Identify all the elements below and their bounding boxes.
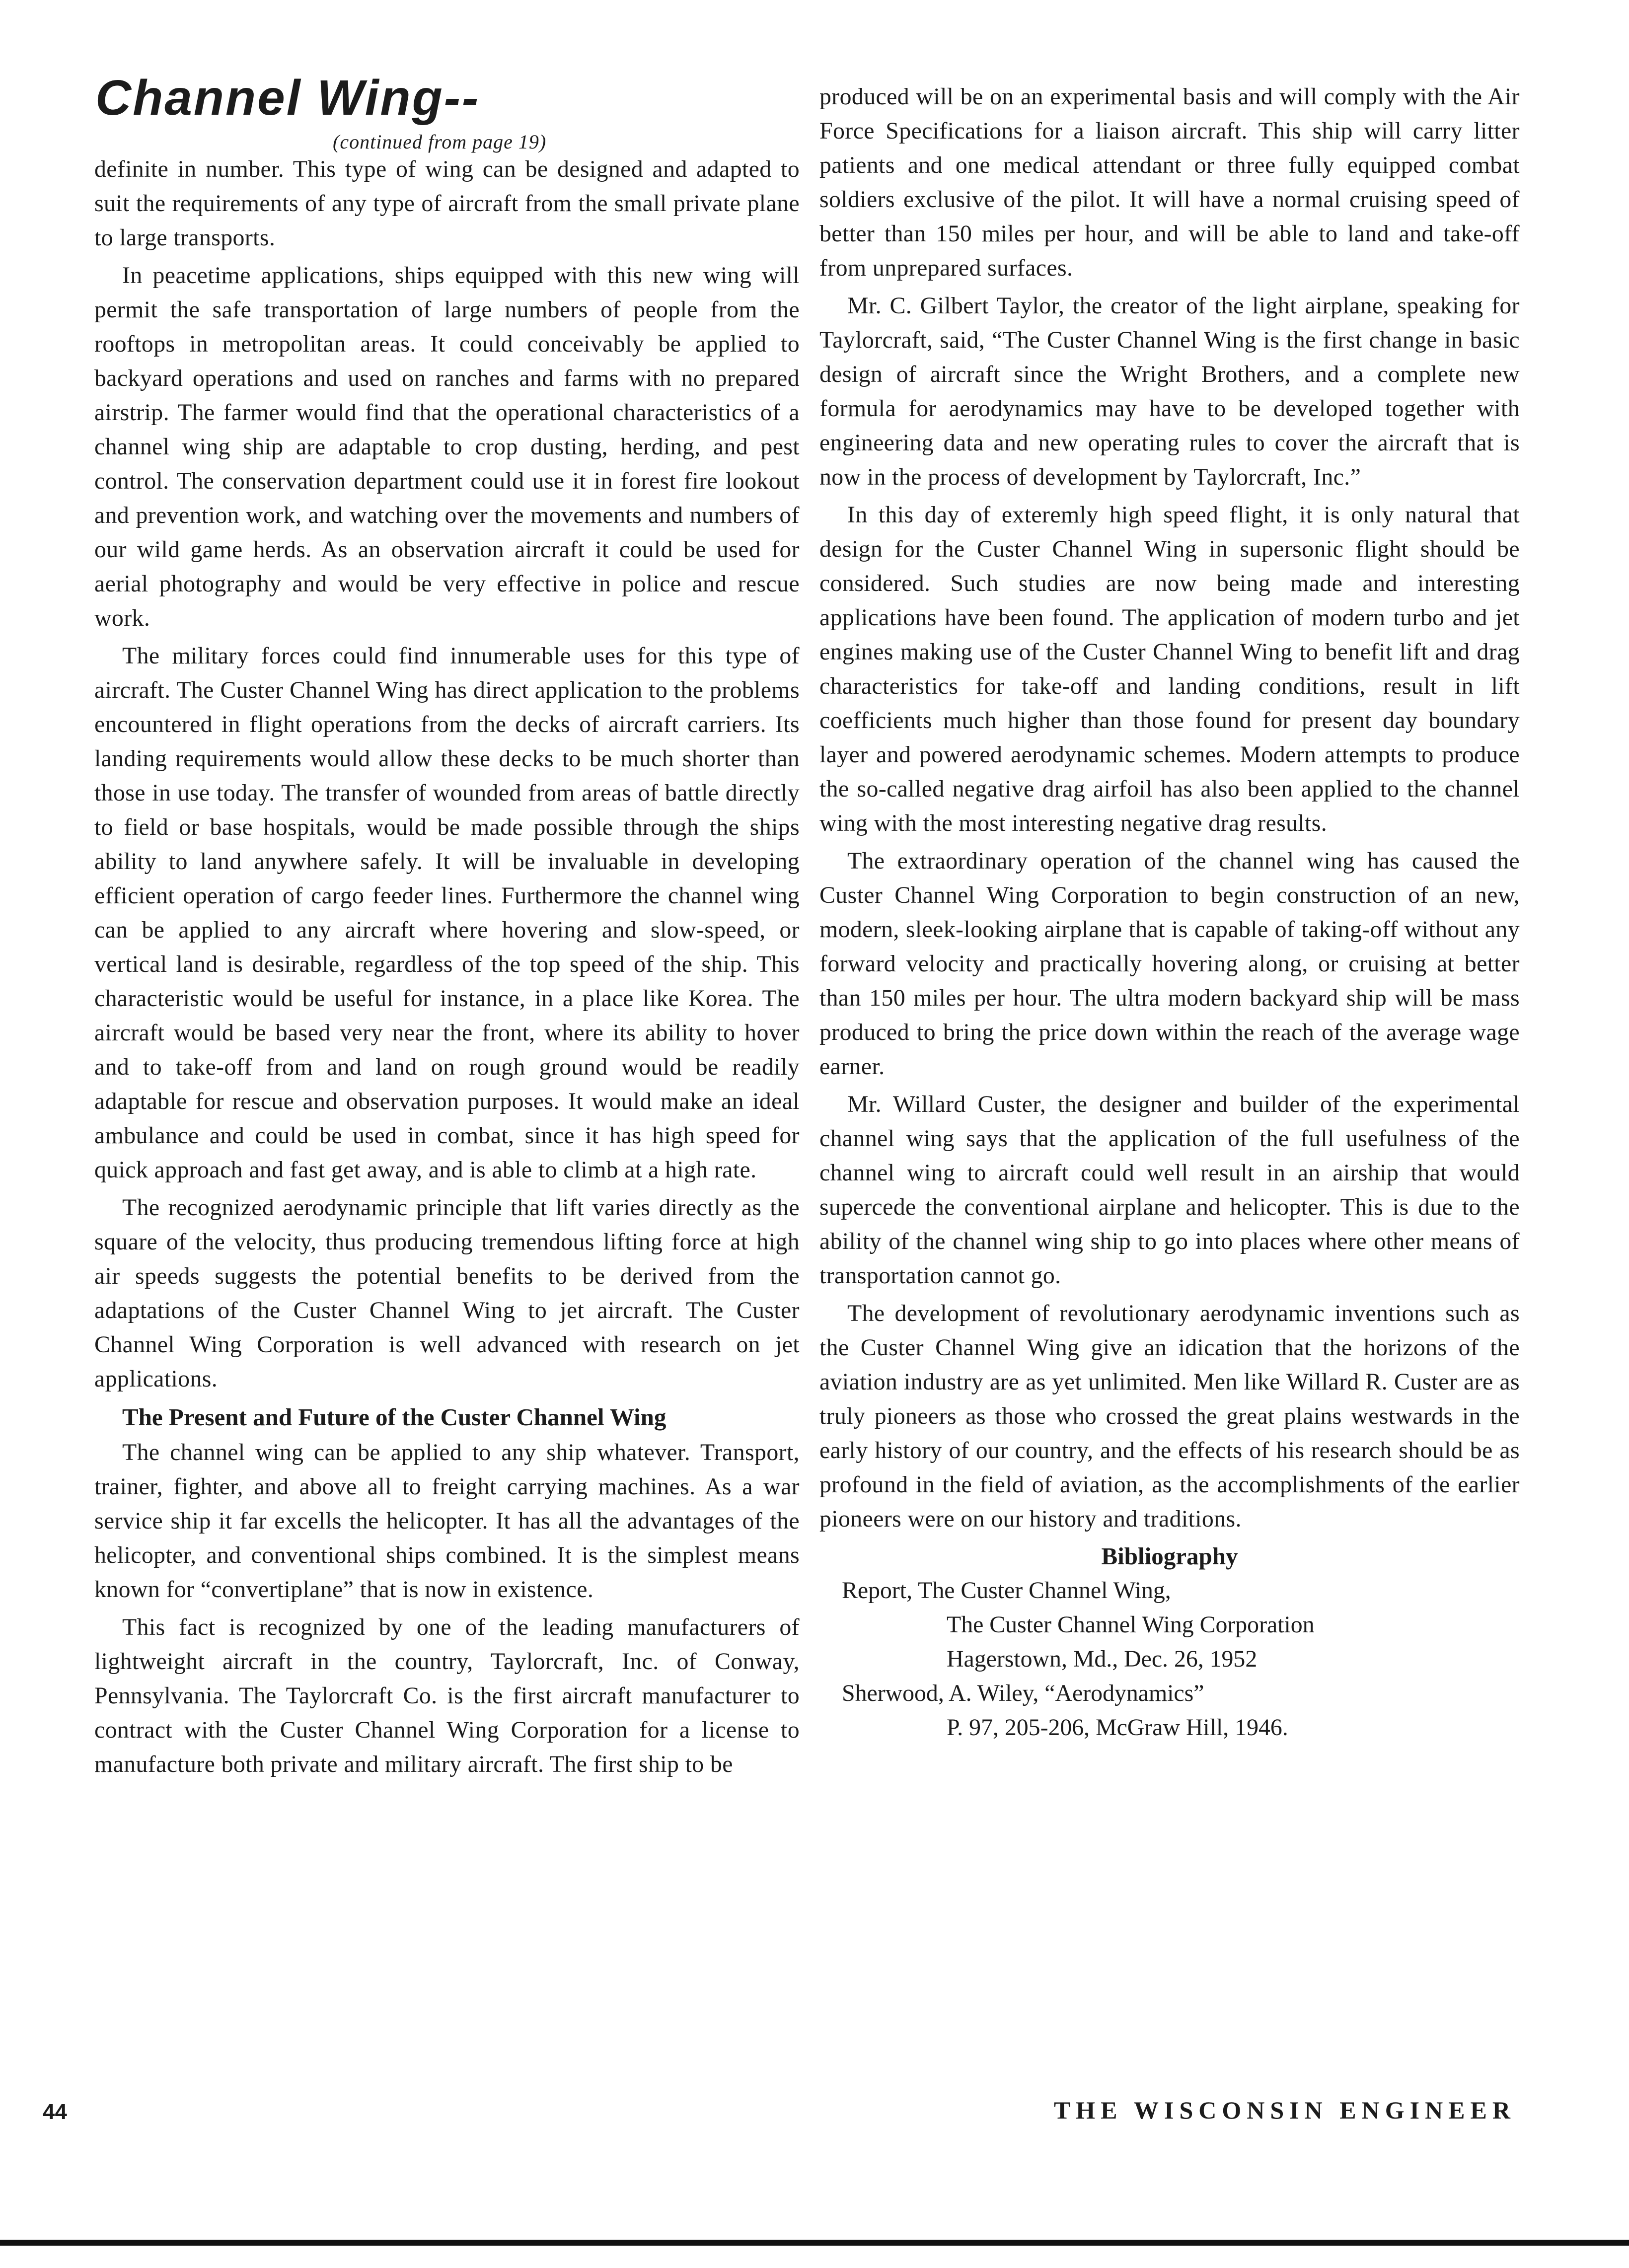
bibliography-entry-line: Sherwood, A. Wiley, “Aerodynamics” bbox=[842, 1680, 1204, 1706]
body-paragraph: In this day of exteremly high speed flight, it is only natural that design for the Custer Channel Wing in supersonic flight should be considered. Such studies are now being made and interesting applications have been found. The application of modern turbo and jet engines making use of the Custer Channel Wing to benefit lift and drag characteristics for take-off and landing conditions, result in lift coefficients much higher than those found for present day boundary layer and powered aerodynamic schemes. Modern attempts to produce the so-called negative drag airfoil has also been applied to the channel wing with the most interesting negative drag results. bbox=[819, 502, 1520, 836]
body-paragraph: The channel wing can be applied to any ship whatever. Transport, trainer, fighter, and above all to freight carrying machines. As a war service ship it far excells the helicopter. It has all the advantages of the helicopter, and conventional ships combined. It is the simplest means known for “convertiplane” that is now in existence. bbox=[94, 1439, 800, 1603]
section-subheading: The Present and Future of the Custer Channel Wing bbox=[122, 1403, 666, 1431]
bibliography-entry-line: Hagerstown, Md., Dec. 26, 1952 bbox=[947, 1646, 1258, 1672]
publication-name: THE WISCONSIN ENGINEER bbox=[1053, 2096, 1516, 2124]
body-paragraph: The development of revolutionary aerodynamic inventions such as the Custer Channel Wing give an idication that the horizons of the aviation industry are as yet unlimited. Men like Willard R. Custer are as truly pioneers as those who crossed the great plains westwards in the early history of our country, and the effects of his research should be as profound in the field of aviation, as the accomplishments of the earlier pioneers were on our history and traditions. bbox=[819, 1300, 1520, 1532]
scan-border-line bbox=[0, 2240, 1629, 2246]
page-number: 44 bbox=[43, 2100, 67, 2124]
bibliography-entry-line: The Custer Channel Wing Corporation bbox=[947, 1611, 1315, 1638]
body-paragraph: This fact is recognized by one of the leading manufacturers of lightweight aircraft in the country, Taylorcraft, Inc. of Conway, Pennsylvania. The Taylorcraft Co. is the first aircraft manufacturer to contract with the Custer Channel Wing Corporation for a license to manufacture both private and military aircraft. The first ship to be bbox=[94, 1614, 800, 1777]
body-paragraph: The military forces could find innumerable uses for this type of aircraft. The Custer Channel Wing has direct application to the problems encountered in flight operations from the decks of aircraft carriers. Its landing requirements would allow these decks to be much shorter than those in use today. The transfer of wounded from areas of battle directly to field or base hospitals, would be made possible through the ships ability to land anywhere safely. It will be invaluable in developing efficient operation of cargo feeder lines. Furthermore the channel wing can be applied to any aircraft where hovering and slow-speed, or vertical land is desirable, regardless of the top speed of the ship. This characteristic would be useful for instance, in a place like Korea. The aircraft would be based very near the front, where its ability to hover and to take-off from and land on rough ground would be readily adaptable for rescue and observation purposes. It would make an ideal ambulance and could be used in combat, since it has high speed for quick approach and fast get away, and is able to climb at a high rate. bbox=[94, 643, 800, 1183]
body-paragraph: The recognized aerodynamic principle that lift varies directly as the square of the velocity, thus producing tremendous lifting force at high air speeds suggests the potential benefits to be derived from the adaptations of the Custer Channel Wing to jet aircraft. The Custer Channel Wing Corporation is well advanced with research on jet applications. bbox=[94, 1194, 800, 1392]
article-title: Channel Wing-- bbox=[95, 70, 480, 126]
body-paragraph: Mr. C. Gilbert Taylor, the creator of the light airplane, speaking for Taylorcraft, said, “The Custer Channel Wing is the first change in basic design of aircraft since the Wright Brothers, and a complete new formula for aerodynamics may have to be developed together with engineering data and new operating rules to cover the aircraft that is now in the process of development by Taylorcraft, Inc.” bbox=[819, 293, 1520, 490]
continued-note: (continued from page 19) bbox=[333, 131, 547, 153]
body-paragraph: definite in number. This type of wing can be designed and adapted to suit the requirements of any type of aircraft from the small private plane to large transports. bbox=[94, 156, 800, 251]
body-paragraph: Mr. Willard Custer, the designer and builder of the experimental channel wing says that the application of the full usefulness of the channel wing to aircraft could well result in an airship that would supercede the conventional airplane and helicopter. This is due to the ability of the channel wing ship to go into places where other means of transportation cannot go. bbox=[819, 1091, 1520, 1289]
right-column bbox=[819, 79, 1520, 1745]
left-column bbox=[94, 152, 800, 1781]
bibliography-heading: Bibliography bbox=[1101, 1542, 1238, 1570]
bibliography-entry-line: Report, The Custer Channel Wing, bbox=[842, 1577, 1171, 1604]
body-paragraph: In peacetime applications, ships equipped with this new wing will permit the safe transportation of large numbers of people from the rooftops in metropolitan areas. It could conceivably be applied to backyard operations and used on ranches and farms with no prepared airstrip. The farmer would find that the operational characteristics of a channel wing ship are adaptable to crop dusting, herding, and pest control. The conservation department could use it in forest fire lookout and prevention work, and watching over the movements and numbers of our wild game herds. As an observation aircraft it could be used for aerial photography and would be very effective in police and rescue work. bbox=[94, 262, 800, 631]
bibliography-list bbox=[819, 1573, 1520, 1745]
body-paragraph: produced will be on an experimental basis and will comply with the Air Force Specifications for a liaison aircraft. This ship will carry litter patients and one medical attendant or three fully equipped combat soldiers exclusive of the pilot. It will have a normal cruising speed of better than 150 miles per hour, and will be able to land and take-off from unprepared surfaces. bbox=[819, 83, 1520, 281]
body-paragraph: The extraordinary operation of the channel wing has caused the Custer Channel Wing Corporation to begin construction of an new, modern, sleek-looking airplane that is capable of taking-off without any forward velocity and practically hovering along, or cruising at better than 150 miles per hour. The ultra modern backyard ship will be mass produced to bring the price down within the reach of the average wage earner. bbox=[819, 848, 1520, 1080]
bibliography-entry-line: P. 97, 205-206, McGraw Hill, 1946. bbox=[947, 1714, 1288, 1741]
